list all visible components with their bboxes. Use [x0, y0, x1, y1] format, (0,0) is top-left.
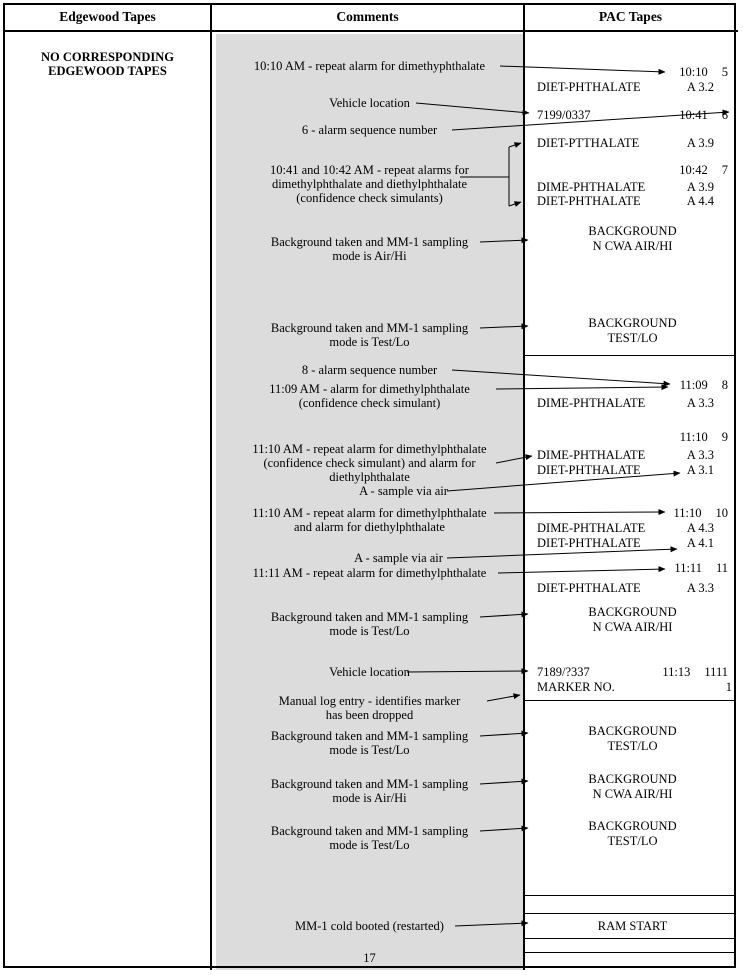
comment-line: Vehicle location	[329, 96, 410, 110]
pac-alarm-number: 11	[715, 561, 728, 575]
pac-time: 11:09	[679, 378, 708, 392]
comment-line: 11:11 AM - repeat alarm for dimethylphthalate	[252, 566, 487, 580]
pac-reading: A 4.1	[686, 536, 714, 550]
comment-line: Background taken and MM-1 sampling	[270, 777, 469, 791]
comment-line: 8 - alarm sequence number	[301, 363, 438, 377]
pac-reading: A 3.2	[686, 80, 714, 94]
comment-line: diethylphthalate	[329, 470, 410, 484]
pac-row-substance	[527, 136, 734, 151]
edgewood-note-line: EDGEWOOD TAPES	[48, 64, 167, 78]
pac-row-background	[527, 724, 734, 754]
pac-substance: DIME-PHTHALATE	[537, 180, 646, 194]
pac-reading: A 4.3	[686, 521, 714, 535]
pac-row-substance	[527, 180, 734, 195]
pac-row-background	[527, 316, 734, 346]
section-divider	[525, 913, 736, 914]
pac-row-time	[527, 506, 734, 521]
section-divider	[525, 700, 736, 701]
comment-line: Background taken and MM-1 sampling	[270, 610, 469, 624]
pac-alarm-number: 7	[721, 163, 728, 177]
section-divider	[525, 952, 736, 953]
pac-time: 11:13	[662, 665, 691, 679]
pac-vehicle-id: 7199/0337	[537, 108, 591, 122]
comment-block	[216, 919, 523, 933]
pac-row-substance	[527, 463, 734, 478]
pac-reading: A 3.1	[686, 463, 714, 477]
comment-line: 10:10 AM - repeat alarm for dimethyphthalate	[253, 59, 486, 73]
comment-line: and alarm for diethylphthalate	[294, 520, 445, 534]
header-underline	[3, 30, 738, 32]
comment-line: Manual log entry - identifies marker	[278, 694, 461, 708]
comment-block	[245, 551, 552, 565]
pac-alarm-number: 6	[721, 108, 728, 122]
page-number: 17	[363, 951, 376, 965]
section-divider	[525, 895, 736, 896]
pac-row-ram-start	[527, 919, 734, 934]
comment-block	[216, 777, 523, 805]
pac-background-line: BACKGROUND	[588, 724, 677, 738]
column-header-edgewood-tapes: Edgewood Tapes	[59, 9, 156, 24]
pac-substance: DIME-PHTHALATE	[537, 521, 646, 535]
pac-row-substance	[527, 581, 734, 596]
pac-background-line: N CWA AIR/HI	[592, 787, 673, 801]
pac-background-line: N CWA AIR/HI	[592, 239, 673, 253]
comment-block	[216, 59, 523, 73]
comment-block	[216, 163, 523, 205]
comment-line: Background taken and MM-1 sampling	[270, 235, 469, 249]
comment-block	[216, 566, 523, 580]
comment-block	[216, 442, 523, 484]
comment-line: dimethylphthalate and diethylphthalate	[271, 177, 468, 191]
comment-line: mode is Test/Lo	[329, 624, 410, 638]
pac-marker-label: MARKER NO.	[537, 680, 615, 694]
pac-background-line: BACKGROUND	[588, 772, 677, 786]
comment-line: 11:10 AM - repeat alarm for dimethylphthalate	[252, 442, 487, 456]
comment-line: Vehicle location	[329, 665, 410, 679]
comment-block	[216, 610, 523, 638]
pac-vehicle-id: 7189/?337	[537, 665, 590, 679]
column-divider-left	[210, 3, 212, 970]
comment-line: 11:10 AM - repeat alarm for dimethylphthalate	[252, 506, 487, 520]
comment-line: (confidence check simulants)	[296, 191, 443, 205]
comment-line: Background taken and MM-1 sampling	[270, 729, 469, 743]
pac-substance: DIET-PTTHALATE	[537, 136, 640, 150]
pac-substance: DIET-PHTHALATE	[537, 463, 641, 477]
edgewood-note-line: NO CORRESPONDING	[41, 50, 174, 64]
pac-row-substance	[527, 194, 734, 209]
pac-row-time	[527, 378, 734, 393]
comment-block	[216, 824, 523, 852]
pac-row-background	[527, 224, 734, 254]
pac-background-line: BACKGROUND	[588, 819, 677, 833]
pac-substance: DIET-PHTHALATE	[537, 194, 641, 208]
pac-substance: DIET-PHTHALATE	[537, 536, 641, 550]
pac-row-substance	[527, 448, 734, 463]
comment-block	[216, 506, 523, 534]
pac-background-line: TEST/LO	[607, 834, 658, 848]
pac-row-time	[527, 430, 734, 445]
pac-time: 10:10	[679, 65, 708, 79]
comment-line: mode is Test/Lo	[329, 743, 410, 757]
pac-background-line: TEST/LO	[607, 331, 658, 345]
section-divider	[525, 938, 736, 939]
comment-block	[216, 321, 523, 349]
pac-time: 11:10	[673, 506, 702, 520]
column-header-comments: Comments	[336, 9, 399, 24]
pac-substance: DIME-PHTHALATE	[537, 396, 646, 410]
pac-alarm-number: 5	[721, 65, 728, 79]
comment-block	[216, 96, 523, 110]
comment-line: 11:09 AM - alarm for dimethylphthalate	[269, 382, 470, 396]
pac-alarm-number: 1111	[704, 665, 728, 679]
pac-row-substance	[527, 536, 734, 551]
pac-row-substance	[527, 521, 734, 536]
pac-row-time	[527, 163, 734, 178]
pac-alarm-number: 8	[721, 378, 728, 392]
pac-reading: A 3.9	[686, 180, 714, 194]
pac-substance: DIME-PHTHALATE	[537, 448, 646, 462]
pac-background-line: N CWA AIR/HI	[592, 620, 673, 634]
pac-alarm-number: 10	[715, 506, 728, 520]
pac-row-background	[527, 605, 734, 635]
comment-block	[216, 235, 523, 263]
pac-time: 11:11	[674, 561, 702, 575]
pac-reading: A 3.3	[686, 396, 714, 410]
comment-line: mode is Air/Hi	[332, 791, 407, 805]
pac-time: 10:41	[679, 108, 708, 122]
comment-block	[250, 484, 557, 498]
comment-line: Background taken and MM-1 sampling	[270, 321, 469, 335]
pac-time: 11:10	[679, 430, 708, 444]
column-header-pac-tapes: PAC Tapes	[598, 9, 663, 24]
pac-row-vehicle	[527, 665, 734, 680]
comment-block	[216, 382, 523, 410]
comment-block	[216, 363, 523, 377]
pac-row-background	[527, 819, 734, 849]
pac-row-substance	[527, 396, 734, 411]
comment-block	[216, 729, 523, 757]
comment-line: mode is Air/Hi	[332, 249, 407, 263]
comment-line: A - sample via air	[359, 484, 448, 498]
comment-line: 10:41 and 10:42 AM - repeat alarms for	[270, 163, 469, 177]
pac-row-time	[527, 65, 734, 80]
pac-marker-number: 1	[725, 680, 732, 694]
comment-block	[216, 123, 523, 137]
pac-background-line: BACKGROUND	[588, 224, 677, 238]
pac-background-line: TEST/LO	[607, 739, 658, 753]
comment-block	[216, 665, 523, 679]
pac-reading: A 3.3	[686, 448, 714, 462]
comment-line: mode is Test/Lo	[329, 335, 410, 349]
section-divider	[525, 355, 736, 356]
pac-reading: A 4.4	[686, 194, 714, 208]
comment-line: Background taken and MM-1 sampling	[270, 824, 469, 838]
pac-time: 10:42	[679, 163, 708, 177]
pac-ram-start-label: RAM START	[597, 919, 668, 933]
pac-row-marker	[527, 680, 734, 695]
comment-block	[216, 694, 523, 722]
pac-reading: A 3.3	[686, 581, 714, 595]
edgewood-note	[5, 50, 210, 78]
comment-line: mode is Test/Lo	[329, 838, 410, 852]
comment-line: (confidence check simulant) and alarm for	[263, 456, 476, 470]
pac-substance: DIET-PHTHALATE	[537, 581, 641, 595]
pac-row-vehicle	[527, 108, 734, 123]
pac-row-substance	[527, 80, 734, 95]
pac-substance: DIET-PHTHALATE	[537, 80, 641, 94]
comment-line: has been dropped	[325, 708, 414, 722]
comment-line: (confidence check simulant)	[298, 396, 441, 410]
pac-reading: A 3.9	[686, 136, 714, 150]
comment-line: MM-1 cold booted (restarted)	[295, 919, 444, 933]
pac-alarm-number: 9	[721, 430, 728, 444]
pac-row-background	[527, 772, 734, 802]
comment-line: A - sample via air	[354, 551, 443, 565]
pac-row-time	[527, 561, 734, 576]
pac-background-line: BACKGROUND	[588, 316, 677, 330]
pac-background-line: BACKGROUND	[588, 605, 677, 619]
comment-line: 6 - alarm sequence number	[301, 123, 438, 137]
